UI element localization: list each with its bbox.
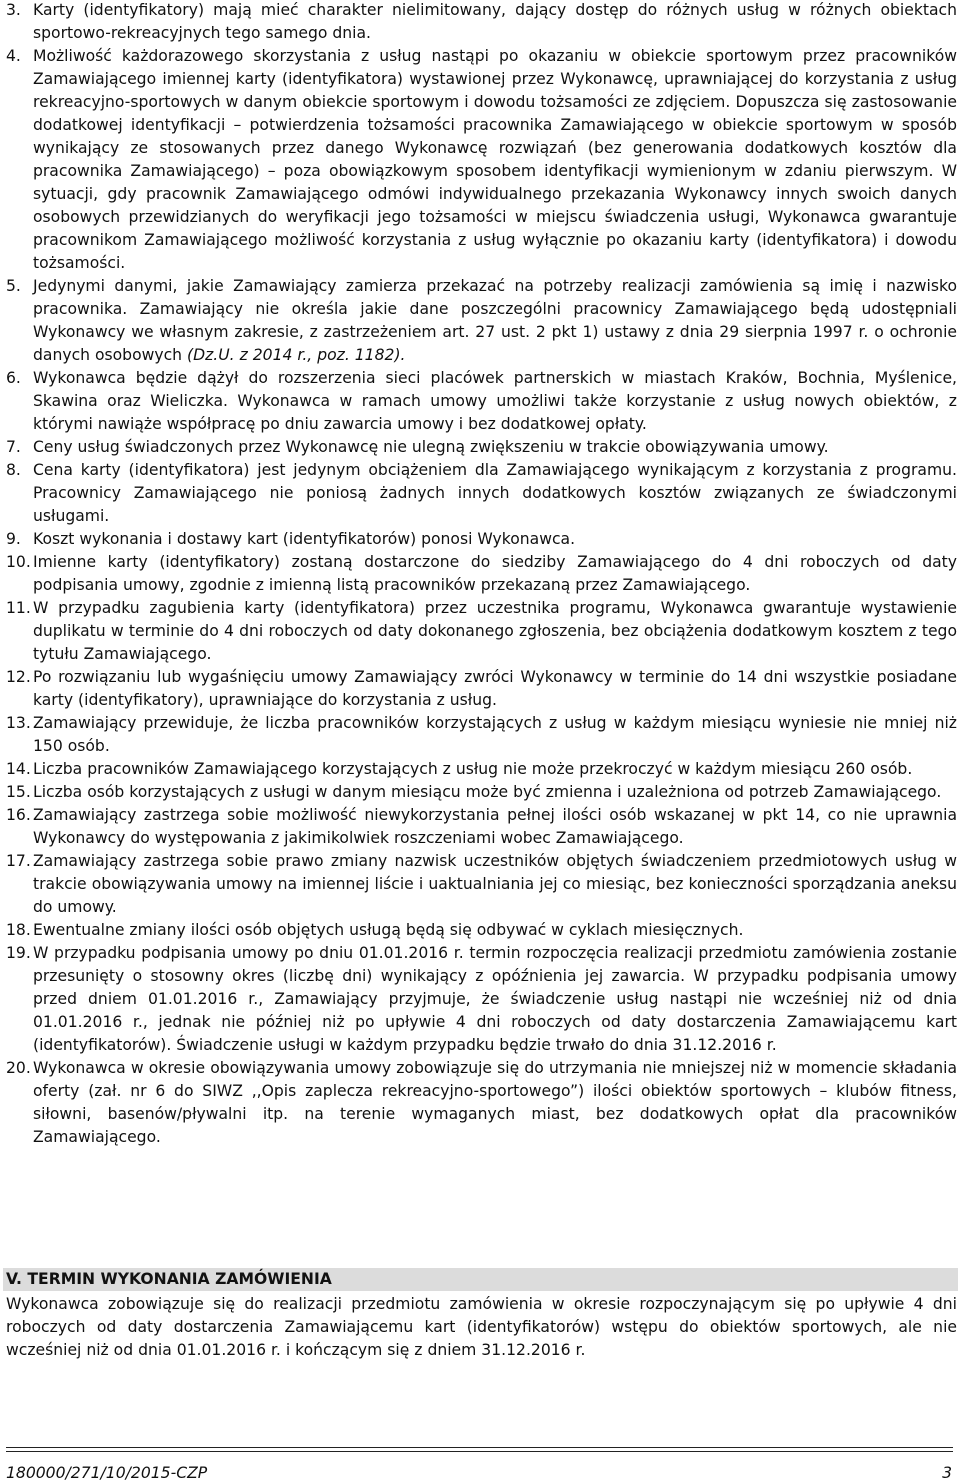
list-item — [6, 758, 957, 781]
list-item — [6, 942, 957, 1057]
list-item-body: Imienne karty (identyfikatory) zostaną dostarczone do siedziby Zamawiającego do 4 dni roboczych od daty podpisania umowy, zgodnie z imienną listą pracowników przekazaną przez Zamawiającego. — [33, 553, 957, 594]
list-item-body: Zamawiający przewiduje, że liczba pracowników korzystających z usług w każdym miesiącu wyniesie nie mniej niż 150 osób. — [33, 714, 957, 755]
list-item-body: Wykonawca w okresie obowiązywania umowy zobowiązuje się do utrzymania nie mniejszej niż w momencie składania oferty (zał. nr 6 do SIWZ ,,Opis zaplecza rekreacyjno-sportowego”) ilości obiektów sportowych – klubów fitness, siłowni, basenów/pływalni itp. na terenie wymaganych miast, bez dodatkowych opłat dla pracowników Zamawiającego. — [33, 1059, 957, 1146]
list-item-number: 18. — [6, 921, 31, 939]
list-item-body: Możliwość każdorazowego skorzystania z usług nastąpi po okazaniu w obiekcie sportowym przez pracowników Zamawiającego imiennej karty (identyfikatora) wystawionej przez Wykonawcę, uprawniającej do korzystania z usług rekreacyjno-sportowych w danym obiekcie sportowym i dowodu tożsamości ze zdjęciem. Dopuszcza się zastosowanie dodatkowej identyfikacji – potwierdzenia tożsamości pracownika Zamawiającego w obiekcie sportowym w sposób wynikający ze stosowanych przez danego Wykonawcę rozwiązań (bez generowania dodatkowych kosztów dla pracownika Zamawiającego) – poza obowiązkowym sposobem identyfikacji wymienionym w zdaniu pierwszym. W sytuacji, gdy pracownik Zamawiającego odmówi indywidualnego przekazania Wykonawcy innych swoich danych osobowych przewidzianych do weryfikacji jego tożsamości w miejscu świadczenia usługi, Wykonawca gwarantuje pracownikom Zamawiającego możliwość korzystania z usług wyłącznie po okazaniu karty (identyfikatora) i dowodu tożsamości. — [33, 47, 957, 272]
list-item — [6, 551, 957, 597]
page-number: 3 — [942, 1464, 952, 1482]
list-item-number: 9. — [6, 530, 21, 548]
list-item — [6, 45, 957, 275]
list-item-body: Liczba pracowników Zamawiającego korzystających z usług nie może przekroczyć w każdym miesiącu 260 osób. — [33, 760, 913, 778]
list-item — [6, 850, 957, 919]
list-item — [6, 666, 957, 712]
list-item-text — [33, 919, 957, 942]
numbered-list — [6, 0, 957, 1149]
list-item-text — [33, 275, 957, 367]
list-item — [6, 436, 957, 459]
list-item-body: W przypadku zagubienia karty (identyfikatora) przez uczestnika programu, Wykonawca gwarantuje wystawienie duplikatu w terminie do 4 dni roboczych od daty dokonanego zgłoszenia, bez obciążenia dodatkowym kosztem z tego tytułu Zamawiającego. — [33, 599, 957, 663]
list-item-body: Zamawiający zastrzega sobie możliwość niewykorzystania pełnej ilości osób wskazanej w pkt 14, co nie uprawnia Wykonawcy do występowania z jakimikolwiek roszczeniami wobec Zamawiającego. — [33, 806, 957, 847]
list-item-text — [33, 597, 957, 666]
list-item-text — [33, 712, 957, 758]
list-item — [6, 597, 957, 666]
section-body: Wykonawca zobowiązuje się do realizacji przedmiotu zamówienia w okresie rozpoczynającym się po upływie 4 dni roboczych od daty dostarczenia Zamawiającemu kart (identyfikatorów) wstępu do obiektów sportowych, ale nie wcześniej niż od dnia 01.01.2016 r. i kończącym się z dniem 31.12.2016 r. — [6, 1295, 957, 1359]
list-item-number: 4. — [6, 47, 21, 65]
list-item-text — [33, 367, 957, 436]
list-item-number: 12. — [6, 668, 31, 686]
list-item — [6, 0, 957, 45]
list-item — [6, 459, 957, 528]
list-item-body: Koszt wykonania i dostawy kart (identyfikatorów) ponosi Wykonawca. — [33, 530, 576, 548]
list-item-text — [33, 850, 957, 919]
list-item — [6, 275, 957, 367]
list-item-number: 10. — [6, 553, 31, 571]
list-item-citation: (Dz.U. z 2014 r., poz. 1182). — [187, 346, 406, 364]
list-item-text — [33, 0, 957, 45]
footer-divider-thin — [6, 1451, 953, 1452]
list-item-text — [33, 804, 957, 850]
list-item-text — [33, 781, 957, 804]
list-item — [6, 781, 957, 804]
footer-reference: 180000/271/10/2015-CZP — [6, 1464, 208, 1482]
list-item-number: 8. — [6, 461, 21, 479]
list-item — [6, 1057, 957, 1149]
list-item-text — [33, 459, 957, 528]
list-item-body: Cena karty (identyfikatora) jest jedynym obciążeniem dla Zamawiającego wynikającym z korzystania z programu. Pracownicy Zamawiającego nie poniosą żadnych innych dodatkowych kosztów związanych ze świadczonymi usługami. — [33, 461, 957, 525]
list-item — [6, 528, 957, 551]
section-heading: V. TERMIN WYKONANIA ZAMÓWIENIA — [3, 1268, 958, 1291]
list-item — [6, 367, 957, 436]
list-item-number: 3. — [6, 1, 21, 19]
list-item-body: Karty (identyfikatory) mają mieć charakter nielimitowany, dający dostęp do różnych usług w różnych obiektach sportowo-rekreacyjnych tego samego dnia. — [33, 1, 957, 42]
list-item-number: 20. — [6, 1059, 31, 1077]
list-item-number: 19. — [6, 944, 31, 962]
list-item-number: 13. — [6, 714, 31, 732]
list-item-number: 14. — [6, 760, 31, 778]
list-item-body: Ewentualne zmiany ilości osób objętych usługą będą się odbywać w cyklach miesięcznych. — [33, 921, 744, 939]
list-item-number: 7. — [6, 438, 21, 456]
list-item-body: Zamawiający zastrzega sobie prawo zmiany nazwisk uczestników objętych świadczeniem przedmiotowych usług w trakcie obowiązywania umowy na imiennej liście i uaktualniania jej co miesiąc, bez konieczności sporządzania aneksu do umowy. — [33, 852, 957, 916]
list-item-text — [33, 436, 957, 459]
list-item-body: Wykonawca będzie dążył do rozszerzenia sieci placówek partnerskich w miastach Kraków, Bochnia, Myślenice, Skawina oraz Wieliczka. Wykonawca w ramach umowy umożliwi także korzystanie z usług nowych obiektów, z którymi nawiąże współpracę po dniu zawarcia umowy i bez dodatkowej opłaty. — [33, 369, 957, 433]
list-item-body: W przypadku podpisania umowy po dniu 01.01.2016 r. termin rozpoczęcia realizacji przedmiotu zamówienia zostanie przesunięty o stosowny okres (liczbę dni) wynikający z opóźnienia jej zawarcia. W przypadku podpisania umowy przed dniem 01.01.2016 r., Zamawiający przyjmuje, że świadczenie usług nastąpi nie wcześniej niż od dnia 01.01.2016 r., jednak nie później niż po upływie 4 dni roboczych od daty dostarczenia Zamawiającemu kart (identyfikatorów). Świadczenie usługi w każdym przypadku będzie trwało do dnia 31.12.2016 r. — [33, 944, 957, 1054]
list-item-text — [33, 1057, 957, 1149]
list-item-body: Liczba osób korzystających z usługi w danym miesiącu może być zmienna i uzależniona od potrzeb Zamawiającego. — [33, 783, 942, 801]
list-item-text — [33, 666, 957, 712]
list-item-number: 15. — [6, 783, 31, 801]
list-item-body: Po rozwiązaniu lub wygaśnięciu umowy Zamawiający zwróci Wykonawcy w terminie do 14 dni wszystkie posiadane karty (identyfikatory), uprawniające do korzystania z usług. — [33, 668, 957, 709]
footer-divider — [6, 1447, 953, 1448]
list-item-body: Jedynymi danymi, jakie Zamawiający zamierza przekazać na potrzeby realizacji zamówienia są imię i nazwisko pracownika. Zamawiający nie określa jakie dane poszczególni pracownicy Zamawiającego będą udostępniali Wykonawcy we własnym zakresie, z zastrzeżeniem art. 27 ust. 2 pkt 1) ustawy z dnia 29 sierpnia 1997 r. o ochronie danych osobowych — [33, 277, 957, 364]
list-item-number: 6. — [6, 369, 21, 387]
list-item — [6, 712, 957, 758]
list-item-text — [33, 551, 957, 597]
list-item-text — [33, 758, 957, 781]
list-item — [6, 919, 957, 942]
list-item-number: 17. — [6, 852, 31, 870]
list-item — [6, 804, 957, 850]
list-item-number: 16. — [6, 806, 31, 824]
list-item-number: 5. — [6, 277, 21, 295]
list-item-body: Ceny usług świadczonych przez Wykonawcę nie ulegną zwiększeniu w trakcie obowiązywania umowy. — [33, 438, 829, 456]
list-item-number: 11. — [6, 599, 31, 617]
list-item-text — [33, 528, 957, 551]
list-item-text — [33, 45, 957, 275]
list-item-text — [33, 942, 957, 1057]
